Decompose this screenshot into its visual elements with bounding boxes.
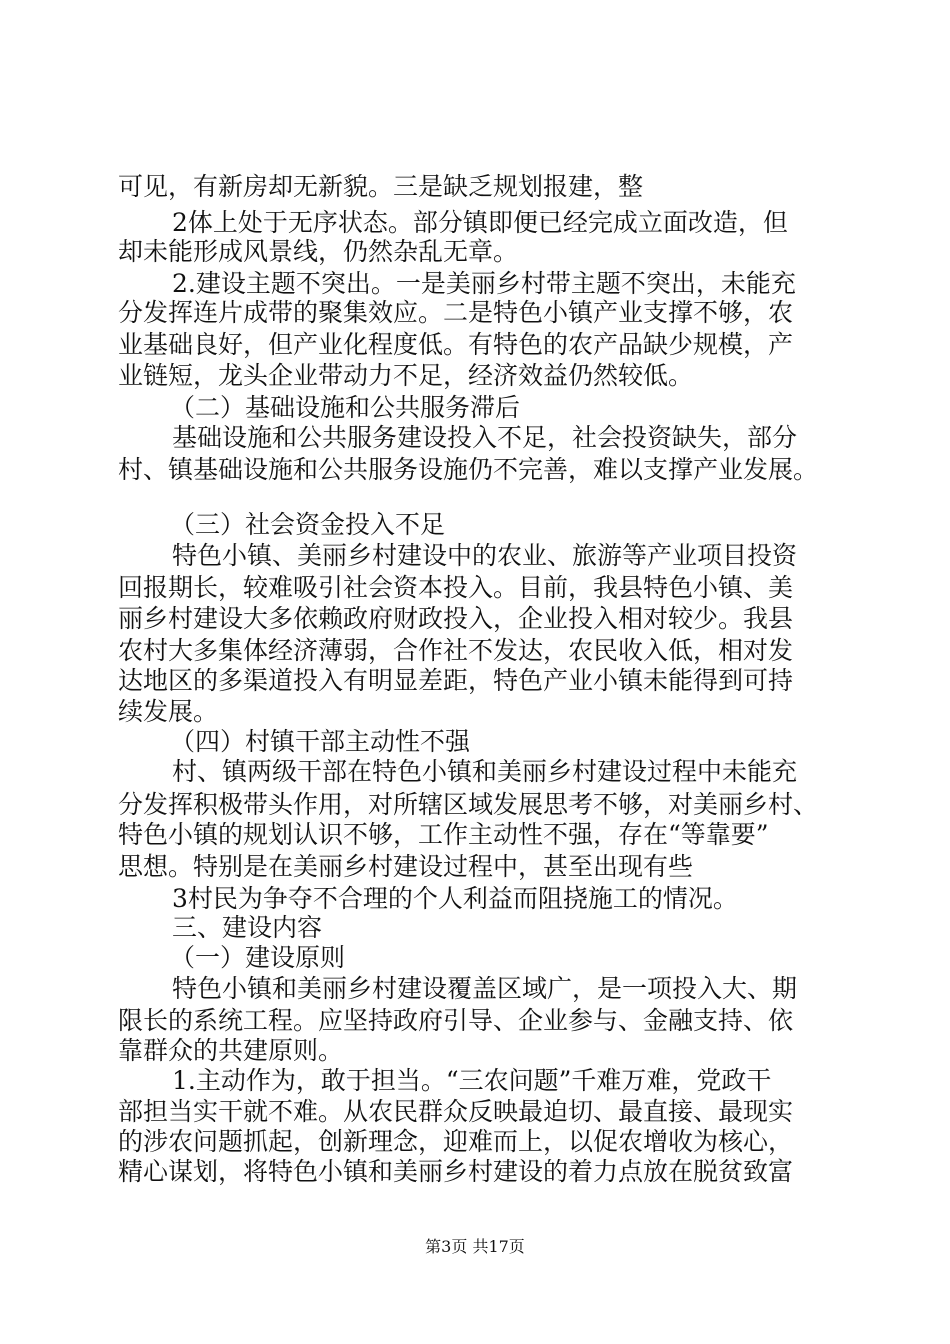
body-line-17: 续发展。	[118, 697, 219, 726]
section-heading-4: （四）村镇干部主动性不强	[170, 727, 471, 756]
body-line-20: 分发挥积极带头作用，对所辖区域发展思考不够，对美丽乡村、	[118, 790, 819, 819]
body-line-14: 丽乡村建设大多依赖政府财政投入，企业投入相对较少。我县	[118, 604, 794, 633]
body-line-29: 1.主动作为，敢于担当。“三农问题”千难万难，党政干	[172, 1066, 772, 1095]
body-line-5: 分发挥连片成带的聚集效应。二是特色小镇产业支撑不够，农	[118, 298, 794, 327]
body-line-9: 基础设施和公共服务建设投入不足，社会投资缺失，部分	[172, 423, 798, 452]
section-heading-2: （二）基础设施和公共服务滞后	[170, 393, 521, 422]
body-line-23: 3村民为争夺不合理的个人利益而阻挠施工的情况。	[172, 884, 738, 913]
body-line-13: 回报期长，较难吸引社会资本投入。目前，我县特色小镇、美	[118, 573, 794, 602]
body-line-26: 特色小镇和美丽乡村建设覆盖区域广，是一项投入大、期	[172, 974, 798, 1003]
body-line-10: 村、镇基础设施和公共服务设施仍不完善，难以支撑产业发展。	[118, 455, 819, 484]
body-line-12: 特色小镇、美丽乡村建设中的农业、旅游等产业项目投资	[172, 541, 798, 570]
body-line-28: 靠群众的共建原则。	[118, 1036, 344, 1065]
section-heading-3: （三）社会资金投入不足	[170, 510, 446, 539]
section-heading-three: 三、建设内容	[172, 913, 323, 942]
body-line-6: 业基础良好，但产业化程度低。有特色的农产品缺少规模，产	[118, 330, 794, 359]
body-line-7: 业链短，龙头企业带动力不足，经济效益仍然较低。	[118, 361, 694, 390]
body-line-31: 的涉农问题抓起，创新理念，迎难而上，以促农增收为核心，	[118, 1127, 794, 1156]
body-line-21: 特色小镇的规划认识不够，工作主动性不强，存在“等靠要”	[118, 820, 769, 849]
body-line-4: 2.建设主题不突出。一是美丽乡村带主题不突出，未能充	[172, 269, 796, 298]
body-line-22: 思想。特别是在美丽乡村建设过程中，甚至出现有些	[118, 852, 694, 881]
page-footer: 第3页 共17页	[425, 1237, 525, 1256]
body-line-3: 却未能形成风景线，仍然杂乱无章。	[118, 237, 519, 266]
body-line-15: 农村大多集体经济薄弱，合作社不发达，农民收入低，相对发	[118, 636, 794, 665]
section-heading-principles: （一）建设原则	[170, 943, 346, 972]
body-line-19: 村、镇两级干部在特色小镇和美丽乡村建设过程中未能充	[172, 757, 798, 786]
body-line-1: 可见，有新房却无新貌。三是缺乏规划报建，整	[118, 172, 644, 201]
body-line-16: 达地区的多渠道投入有明显差距，特色产业小镇未能得到可持	[118, 666, 794, 695]
body-line-2: 2体上处于无序状态。部分镇即便已经完成立面改造，但	[172, 208, 788, 237]
body-line-30: 部担当实干就不难。从农民群众反映最迫切、最直接、最现实	[118, 1097, 794, 1126]
body-line-32: 精心谋划，将特色小镇和美丽乡村建设的着力点放在脱贫致富	[118, 1157, 794, 1186]
body-line-27: 限长的系统工程。应坚持政府引导、企业参与、金融支持、依	[118, 1006, 794, 1035]
